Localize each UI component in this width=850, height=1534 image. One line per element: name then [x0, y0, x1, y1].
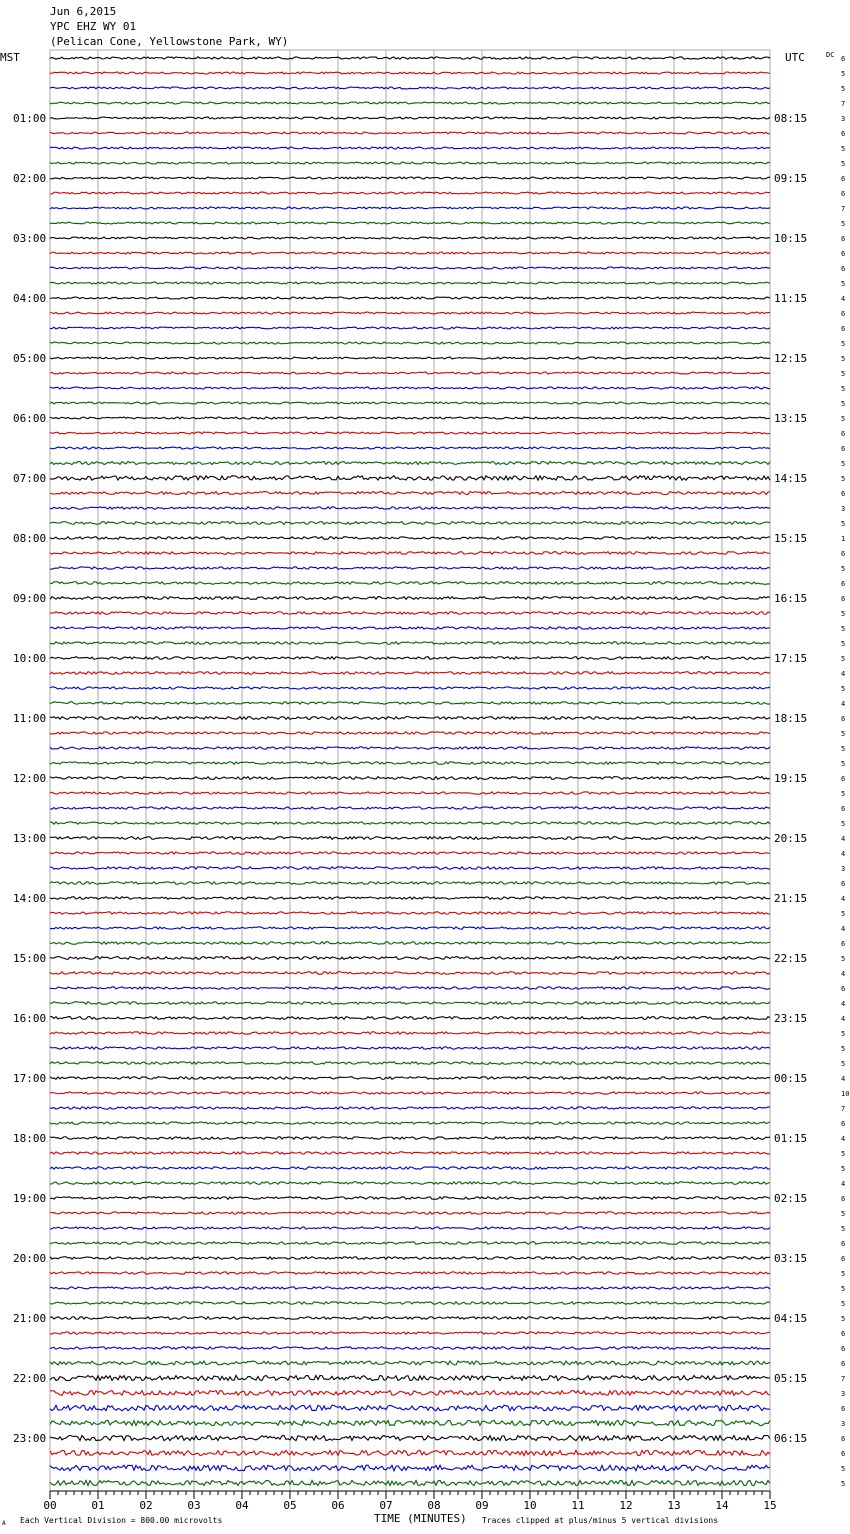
trace-line: [50, 237, 770, 239]
dc-value: 6: [841, 190, 846, 198]
trace-line: [50, 476, 770, 480]
utc-hour-label: 21:15: [774, 892, 808, 905]
dc-value: 3: [841, 505, 846, 513]
trace-line: [50, 552, 770, 555]
trace-line: [50, 1227, 770, 1229]
x-tick-label: 04: [235, 1499, 249, 1512]
dc-value: 5: [841, 640, 846, 648]
dc-value: 6: [841, 1360, 846, 1368]
header-station: YPC EHZ WY 01: [50, 20, 137, 33]
utc-hour-label: 00:15: [774, 1072, 808, 1085]
trace-line: [50, 1317, 770, 1320]
mst-hour-label: 08:00: [13, 532, 47, 545]
trace-line: [50, 912, 770, 914]
utc-hour-label: 17:15: [774, 652, 808, 665]
trace-line: [50, 957, 770, 960]
utc-hour-label: 08:15: [774, 112, 808, 125]
trace-line: [50, 987, 770, 989]
trace-line: [50, 1047, 770, 1049]
dc-value: 6: [841, 550, 846, 558]
trace-line: [50, 1107, 770, 1109]
dc-value: 5: [841, 730, 846, 738]
trace-line: [50, 927, 770, 929]
trace-line: [50, 207, 770, 209]
trace-line: [50, 1152, 770, 1154]
dc-value: 5: [841, 355, 846, 363]
trace-line: [50, 642, 770, 645]
mst-hour-label: 12:00: [13, 772, 47, 785]
dc-value: 4: [841, 1180, 846, 1188]
utc-hour-label: 01:15: [774, 1132, 808, 1145]
scale-note: Each Vertical Division = 800.00 microvolts: [20, 1516, 223, 1525]
dc-value: 5: [841, 1045, 846, 1053]
dc-value: 4: [841, 670, 846, 678]
trace-line: [50, 1465, 770, 1471]
dc-value: 6: [841, 250, 846, 258]
dc-value: 3: [841, 865, 846, 873]
dc-value: 5: [841, 145, 846, 153]
utc-hour-label: 19:15: [774, 772, 808, 785]
trace-line: [50, 747, 770, 749]
trace-line: [50, 807, 770, 809]
trace-line: [50, 222, 770, 224]
mst-hour-label: 22:00: [13, 1372, 47, 1385]
trace-line: [50, 942, 770, 945]
x-tick-label: 12: [619, 1499, 633, 1512]
trace-line: [50, 972, 770, 975]
x-tick-label: 13: [667, 1499, 681, 1512]
dc-value: 5: [841, 910, 846, 918]
dc-value: 6: [841, 775, 846, 783]
dc-value: 7: [841, 100, 846, 108]
mst-hour-label: 05:00: [13, 352, 47, 365]
dc-value: 6: [841, 445, 846, 453]
utc-hour-label: 05:15: [774, 1372, 808, 1385]
dc-value: 6: [841, 1345, 846, 1353]
dc-value: 3: [841, 1390, 846, 1398]
utc-hour-label: 22:15: [774, 952, 808, 965]
utc-hour-label: 20:15: [774, 832, 808, 845]
utc-hour-label: 10:15: [774, 232, 808, 245]
trace-line: [50, 1287, 770, 1289]
x-tick-label: 09: [475, 1499, 489, 1512]
trace-line: [50, 1332, 770, 1334]
trace-line: [50, 852, 770, 854]
dc-value: 5: [841, 520, 846, 528]
trace-line: [50, 567, 770, 569]
x-tick-label: 01: [91, 1499, 105, 1512]
dc-value: 5: [841, 370, 846, 378]
mst-hour-label: 14:00: [13, 892, 47, 905]
dc-value: 5: [841, 760, 846, 768]
mst-hour-label: 10:00: [13, 652, 47, 665]
trace-line: [50, 1077, 770, 1080]
dc-value: 5: [841, 220, 846, 228]
mst-hour-label: 07:00: [13, 472, 47, 485]
trace-line: [50, 492, 770, 495]
mst-hour-label: 18:00: [13, 1132, 47, 1145]
trace-line: [50, 327, 770, 329]
dc-value: 5: [841, 1225, 846, 1233]
trace-line: [50, 192, 770, 194]
trace-line: [50, 1450, 770, 1455]
trace-line: [50, 867, 770, 870]
trace-line: [50, 837, 770, 840]
trace-line: [50, 117, 770, 119]
utc-hour-label: 16:15: [774, 592, 808, 605]
x-tick-label: 10: [523, 1499, 537, 1512]
trace-line: [50, 417, 770, 419]
utc-hour-label: 11:15: [774, 292, 808, 305]
dc-value: 6: [841, 265, 846, 273]
trace-line: [50, 387, 770, 389]
trace-line: [50, 687, 770, 689]
dc-value: 4: [841, 850, 846, 858]
utc-hour-label: 06:15: [774, 1432, 808, 1445]
mst-hour-label: 15:00: [13, 952, 47, 965]
dc-value: 4: [841, 925, 846, 933]
dc-values: [841, 55, 849, 1488]
trace-lines: [50, 57, 770, 1486]
dc-value: 5: [841, 820, 846, 828]
dc-value: 5: [841, 400, 846, 408]
dc-value: 5: [841, 745, 846, 753]
dc-value: 4: [841, 835, 846, 843]
mst-hour-label: 09:00: [13, 592, 47, 605]
dc-value: 6: [841, 595, 846, 603]
dc-value: 5: [841, 85, 846, 93]
mst-hour-label: 19:00: [13, 1192, 47, 1205]
header-date: Jun 6,2015: [50, 5, 117, 18]
dc-value: 5: [841, 1210, 846, 1218]
trace-line: [50, 342, 770, 344]
dc-value: 5: [841, 1165, 846, 1173]
dc-value: 6: [841, 580, 846, 588]
dc-value: 4: [841, 295, 846, 303]
trace-line: [50, 312, 770, 314]
dc-value: 4: [841, 1015, 846, 1023]
x-axis-label: TIME (MINUTES): [374, 1512, 467, 1525]
trace-line: [50, 762, 770, 765]
dc-value: 6: [841, 310, 846, 318]
header-location: (Pelican Cone, Yellowstone Park, WY): [50, 35, 289, 48]
dc-value: 6: [841, 805, 846, 813]
minute-gridlines: [50, 50, 770, 1491]
dc-value: 5: [841, 790, 846, 798]
dc-value: 6: [841, 1195, 846, 1203]
trace-line: [50, 702, 770, 704]
dc-value: 5: [841, 1465, 846, 1473]
trace-line: [50, 537, 770, 540]
dc-value: 6: [841, 490, 846, 498]
dc-value: 6: [841, 55, 846, 63]
plot-frame: [50, 50, 770, 1491]
dc-value: 6: [841, 430, 846, 438]
trace-line: [50, 252, 770, 254]
x-tick-label: 11: [571, 1499, 585, 1512]
trace-line: [50, 732, 770, 734]
trace-line: [50, 87, 770, 89]
trace-line: [50, 657, 770, 660]
trace-line: [50, 1137, 770, 1140]
trace-line: [50, 1197, 770, 1200]
dc-value: 6: [841, 1435, 846, 1443]
dc-value: 5: [841, 1270, 846, 1278]
x-tick-label: 15: [763, 1499, 777, 1512]
dc-value: 7: [841, 1375, 846, 1383]
dc-value: 7: [841, 1105, 846, 1113]
dc-value: 5: [841, 280, 846, 288]
trace-line: [50, 372, 770, 374]
dc-value: 6: [841, 1255, 846, 1263]
dc-value: 6: [841, 880, 846, 888]
dc-value: 5: [841, 955, 846, 963]
trace-line: [50, 792, 770, 794]
utc-hour-label: 12:15: [774, 352, 808, 365]
trace-line: [50, 882, 770, 885]
mst-hour-label: 01:00: [13, 112, 47, 125]
dc-value: 7: [841, 205, 846, 213]
mst-hour-label: 03:00: [13, 232, 47, 245]
dc-value: 6: [841, 1330, 846, 1338]
trace-line: [50, 282, 770, 284]
trace-line: [50, 447, 770, 449]
mst-label: MST: [0, 51, 20, 64]
trace-line: [50, 57, 770, 59]
dc-value: 6: [841, 1405, 846, 1413]
dc-value: 5: [841, 415, 846, 423]
trace-line: [50, 72, 770, 74]
dc-value: 5: [841, 1030, 846, 1038]
dc-value: 4: [841, 700, 846, 708]
dc-value: 6: [841, 325, 846, 333]
trace-line: [50, 1302, 770, 1305]
trace-line: [50, 507, 770, 509]
x-tick-label: 14: [715, 1499, 729, 1512]
mst-hour-label: 17:00: [13, 1072, 47, 1085]
dc-value: 6: [841, 985, 846, 993]
dc-value: 5: [841, 610, 846, 618]
dc-value: 5: [841, 340, 846, 348]
utc-hour-label: 09:15: [774, 172, 808, 185]
dc-value: 5: [841, 685, 846, 693]
dc-value: 4: [841, 1135, 846, 1143]
dc-value: 5: [841, 625, 846, 633]
trace-line: [50, 1435, 770, 1440]
corner-mark: A: [2, 1520, 6, 1527]
trace-line: [50, 672, 770, 675]
x-tick-label: 02: [139, 1499, 153, 1512]
dc-value: 5: [841, 1285, 846, 1293]
trace-line: [50, 582, 770, 585]
trace-line: [50, 1347, 770, 1350]
mst-hour-label: 21:00: [13, 1312, 47, 1325]
dc-value: 4: [841, 1075, 846, 1083]
dc-label: DC: [826, 51, 835, 59]
mst-hour-label: 13:00: [13, 832, 47, 845]
trace-line: [50, 1391, 770, 1396]
trace-line: [50, 177, 770, 179]
trace-line: [50, 1420, 770, 1425]
dc-value: 5: [841, 1315, 846, 1323]
dc-value: 6: [841, 715, 846, 723]
utc-hour-labels: [774, 112, 807, 1445]
dc-value: 6: [841, 1240, 846, 1248]
dc-value: 5: [841, 1150, 846, 1158]
trace-line: [50, 1257, 770, 1260]
trace-line: [50, 267, 770, 269]
trace-line: [50, 1361, 770, 1365]
dc-value: 6: [841, 175, 846, 183]
dc-value: 4: [841, 895, 846, 903]
trace-line: [50, 1375, 770, 1380]
utc-hour-label: 02:15: [774, 1192, 808, 1205]
trace-line: [50, 461, 770, 464]
trace-line: [50, 1405, 770, 1411]
dc-value: 5: [841, 70, 846, 78]
mst-hour-labels: [13, 112, 46, 1445]
dc-value: 6: [841, 235, 846, 243]
trace-line: [50, 597, 770, 600]
dc-value: 5: [841, 565, 846, 573]
trace-line: [50, 297, 770, 299]
x-tick-label: 05: [283, 1499, 297, 1512]
dc-value: 6: [841, 940, 846, 948]
trace-line: [50, 132, 770, 134]
trace-line: [50, 1272, 770, 1274]
dc-value: 6: [841, 1450, 846, 1458]
trace-line: [50, 162, 770, 164]
dc-value: 6: [841, 130, 846, 138]
dc-value: 5: [841, 475, 846, 483]
trace-line: [50, 1122, 770, 1124]
mst-hour-label: 06:00: [13, 412, 47, 425]
trace-line: [50, 822, 770, 824]
trace-line: [50, 1212, 770, 1214]
x-tick-label: 08: [427, 1499, 441, 1512]
trace-line: [50, 1242, 770, 1245]
mst-hour-label: 16:00: [13, 1012, 47, 1025]
trace-line: [50, 147, 770, 149]
trace-line: [50, 1002, 770, 1005]
trace-line: [50, 1032, 770, 1034]
utc-hour-label: 23:15: [774, 1012, 808, 1025]
trace-line: [50, 777, 770, 780]
dc-value: 3: [841, 1420, 846, 1428]
trace-line: [50, 1167, 770, 1169]
dc-value: 5: [841, 1060, 846, 1068]
utc-label: UTC: [785, 51, 805, 64]
dc-value: 5: [841, 385, 846, 393]
time-axis: [43, 1491, 776, 1512]
trace-line: [50, 402, 770, 404]
trace-line: [50, 717, 770, 720]
dc-value: 5: [841, 1480, 846, 1488]
utc-hour-label: 15:15: [774, 532, 808, 545]
dc-value: 5: [841, 1300, 846, 1308]
trace-line: [50, 1480, 770, 1485]
trace-line: [50, 1182, 770, 1185]
trace-line: [50, 1062, 770, 1065]
trace-line: [50, 522, 770, 525]
mst-hour-label: 23:00: [13, 1432, 47, 1445]
trace-line: [50, 357, 770, 359]
dc-value: 5: [841, 655, 846, 663]
trace-line: [50, 897, 770, 900]
dc-value: 4: [841, 1000, 846, 1008]
dc-value: 5: [841, 460, 846, 468]
x-tick-label: 07: [379, 1499, 393, 1512]
utc-hour-label: 18:15: [774, 712, 808, 725]
trace-line: [50, 432, 770, 434]
utc-hour-label: 14:15: [774, 472, 808, 485]
dc-value: 10: [841, 1090, 850, 1098]
dc-value: 6: [841, 1120, 846, 1128]
x-tick-label: 06: [331, 1499, 345, 1512]
mst-hour-label: 20:00: [13, 1252, 47, 1265]
dc-value: 1: [841, 535, 846, 543]
clip-note: Traces clipped at plus/minus 5 vertical divisions: [482, 1516, 719, 1525]
trace-line: [50, 1092, 770, 1094]
x-tick-label: 03: [187, 1499, 201, 1512]
utc-hour-label: 04:15: [774, 1312, 808, 1325]
mst-hour-label: 04:00: [13, 292, 47, 305]
dc-value: 4: [841, 970, 846, 978]
mst-hour-label: 02:00: [13, 172, 47, 185]
x-tick-label: 00: [43, 1499, 57, 1512]
mst-hour-label: 11:00: [13, 712, 47, 725]
trace-line: [50, 627, 770, 629]
trace-line: [50, 1017, 770, 1020]
dc-value: 3: [841, 115, 846, 123]
utc-hour-label: 03:15: [774, 1252, 808, 1265]
trace-line: [50, 102, 770, 104]
trace-line: [50, 612, 770, 615]
utc-hour-label: 13:15: [774, 412, 808, 425]
dc-value: 5: [841, 160, 846, 168]
